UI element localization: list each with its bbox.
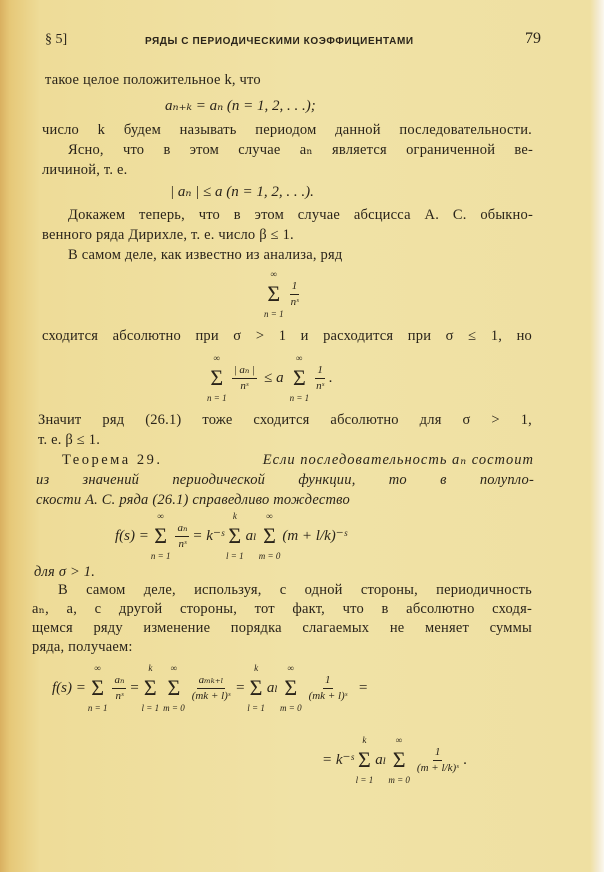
formula-theorem-identity bbox=[115, 510, 347, 562]
text-line: венного ряда Дирихле, т. е. число β ≤ 1. bbox=[42, 227, 294, 243]
math-part: 1 bbox=[433, 745, 443, 761]
math-part: k bbox=[232, 511, 237, 521]
math-part: nˢ bbox=[240, 379, 249, 392]
math-part: l = 1 bbox=[226, 551, 244, 561]
running-header bbox=[45, 32, 545, 52]
sum-symbol bbox=[264, 268, 284, 320]
math-part: f(s) = bbox=[52, 680, 86, 696]
sum-lower: n = 1 bbox=[264, 309, 284, 319]
text-line: сходится абсолютно при σ > 1 и расходится при σ ≤ 1, но bbox=[42, 328, 532, 344]
math-part: (mk + l)ˢ bbox=[191, 689, 231, 702]
math-part: k bbox=[362, 735, 367, 745]
math-part: (m + l/k)⁻ˢ bbox=[282, 528, 347, 544]
sum-symbol bbox=[259, 510, 281, 562]
math-part: . bbox=[328, 370, 333, 386]
math-part: 1 bbox=[323, 673, 333, 689]
math-part: Σ bbox=[249, 675, 263, 700]
text-line: такое целое положительное k, что bbox=[45, 72, 261, 88]
math-part: nˢ bbox=[316, 379, 324, 392]
formula-derivation-line-2 bbox=[322, 734, 467, 786]
fraction bbox=[314, 363, 326, 394]
sum-symbol bbox=[388, 734, 410, 786]
formula-periodicity: aₙ₊ₖ = aₙ (n = 1, 2, . . .); bbox=[165, 98, 316, 114]
math-part: = bbox=[358, 680, 369, 696]
math-part: | aₙ | bbox=[232, 363, 258, 379]
math-part: Σ bbox=[292, 365, 306, 390]
sum-symbol bbox=[226, 510, 244, 562]
math-part: k bbox=[148, 663, 153, 673]
formula-bound: | aₙ | ≤ a (n = 1, 2, . . .). bbox=[170, 184, 314, 200]
math-part: m = 0 bbox=[258, 551, 281, 561]
math-part: Σ bbox=[358, 747, 371, 772]
math-part: l = 1 bbox=[355, 775, 374, 785]
sum-symbol bbox=[163, 662, 185, 714]
math-part: n = 1 bbox=[207, 393, 227, 403]
math-part: Σ bbox=[154, 523, 168, 548]
theorem-text: Если последовательность aₙ состоит bbox=[262, 452, 534, 468]
sum-symbol bbox=[142, 662, 160, 714]
running-title: РЯДЫ С ПЕРИОДИЧЕСКИМИ КОЭФФИЦИЕНТАМИ bbox=[145, 36, 414, 47]
text-line: личиной, т. е. bbox=[42, 162, 128, 178]
sum-upper: ∞ bbox=[270, 269, 277, 279]
math-part: aₙ bbox=[112, 673, 126, 689]
math-part: l = 1 bbox=[247, 703, 265, 713]
fraction bbox=[175, 521, 189, 552]
math-part: m = 0 bbox=[280, 703, 302, 713]
text-line: т. е. β ≤ 1. bbox=[38, 432, 101, 448]
math-part: aₗ bbox=[375, 752, 387, 768]
math-part: k bbox=[254, 663, 259, 673]
math-part: 1 bbox=[315, 363, 325, 379]
theorem-text: из значений периодической функции, то в полупло- bbox=[36, 472, 534, 488]
math-part: Σ bbox=[228, 523, 242, 548]
math-part: f(s) = bbox=[115, 528, 149, 544]
math-part: aₘₖ₊ₗ bbox=[197, 673, 226, 689]
math-part: n = 1 bbox=[289, 393, 310, 403]
sum-symbol bbox=[88, 662, 108, 714]
inequality: ≤ a bbox=[264, 370, 284, 386]
math-part: (m + l/k)ˢ bbox=[416, 761, 459, 774]
fraction bbox=[112, 673, 126, 704]
text-line: В самом деле, используя, с одной стороны, периодичность bbox=[58, 582, 532, 598]
theorem-text: скости А. С. ряда (26.1) справедливо тождество bbox=[36, 492, 350, 508]
math-part: aₙ bbox=[175, 521, 189, 537]
math-part: aₗ bbox=[266, 680, 278, 696]
text-line: В самом деле, как известно из анализа, ряд bbox=[68, 247, 343, 263]
sum-symbol bbox=[356, 734, 374, 786]
math-part: . bbox=[463, 752, 468, 768]
math-part: aₗ bbox=[245, 528, 257, 544]
formula-derivation-line-1 bbox=[52, 662, 368, 714]
math-part: n = 1 bbox=[87, 703, 108, 713]
math-part: nˢ bbox=[178, 537, 187, 550]
sum-symbol bbox=[207, 352, 227, 404]
math-part: Σ bbox=[284, 675, 298, 700]
fraction bbox=[289, 279, 301, 310]
page-number: 79 bbox=[525, 30, 541, 47]
sum-symbol bbox=[247, 662, 265, 714]
math-part: = bbox=[129, 680, 140, 696]
math-part: nˢ bbox=[115, 689, 124, 702]
math-part: Σ bbox=[392, 747, 406, 772]
sum-symbol bbox=[290, 352, 310, 404]
text-line: ряда, получаем: bbox=[32, 639, 133, 655]
text-line: щемся ряду изменение порядка слагаемых не меняет суммы bbox=[32, 620, 532, 636]
math-part: Σ bbox=[167, 675, 181, 700]
math-part: ∞ bbox=[287, 663, 294, 673]
math-part: = bbox=[235, 680, 246, 696]
numerator: 1 bbox=[290, 279, 300, 295]
theorem-line bbox=[62, 452, 534, 469]
section-number: § 5] bbox=[45, 32, 68, 47]
sum-symbol bbox=[151, 510, 171, 562]
fraction bbox=[415, 745, 461, 776]
math-part: Σ bbox=[91, 675, 105, 700]
text-line: Докажем теперь, что в этом случае абсцисса А. С. обыкно- bbox=[68, 207, 533, 223]
formula-series bbox=[262, 268, 303, 320]
math-part: ∞ bbox=[170, 663, 178, 673]
math-part: (mk + l)ˢ bbox=[308, 689, 348, 702]
math-part: ∞ bbox=[266, 511, 273, 521]
math-part: ∞ bbox=[296, 353, 303, 363]
text-line: Значит ряд (26.1) тоже сходится абсолютно для σ > 1, bbox=[38, 412, 532, 428]
math-part: l = 1 bbox=[141, 703, 160, 713]
math-part: = k⁻ˢ bbox=[192, 528, 225, 544]
text-line: для σ > 1. bbox=[34, 564, 96, 580]
text-line: число k будем называть периодом данной последовательности. bbox=[42, 122, 532, 138]
text-line: aₙ, а, с другой стороны, тот факт, что в абсолютно сходя- bbox=[32, 601, 532, 617]
math-part: m = 0 bbox=[163, 703, 185, 713]
math-part: ∞ bbox=[213, 353, 220, 363]
math-part: ∞ bbox=[94, 663, 101, 673]
fraction bbox=[190, 673, 232, 704]
sum-symbol bbox=[280, 662, 302, 714]
math-part: ∞ bbox=[157, 511, 164, 521]
math-part: Σ bbox=[210, 365, 224, 390]
math-part: Σ bbox=[143, 675, 157, 700]
theorem-label: Теорема 29. bbox=[62, 452, 163, 468]
text-line: Ясно, что в этом случае aₙ является ограниченной ве- bbox=[68, 142, 533, 158]
math-part: m = 0 bbox=[388, 775, 410, 785]
formula-comparison bbox=[205, 352, 333, 404]
math-part: = k⁻ˢ bbox=[322, 752, 354, 768]
fraction bbox=[232, 363, 258, 394]
math-part: n = 1 bbox=[150, 551, 171, 561]
math-part: ∞ bbox=[395, 735, 403, 745]
math-part: Σ bbox=[263, 523, 276, 548]
fraction bbox=[307, 673, 349, 704]
math-part: Σ bbox=[267, 281, 281, 306]
denominator: nˢ bbox=[290, 295, 299, 308]
